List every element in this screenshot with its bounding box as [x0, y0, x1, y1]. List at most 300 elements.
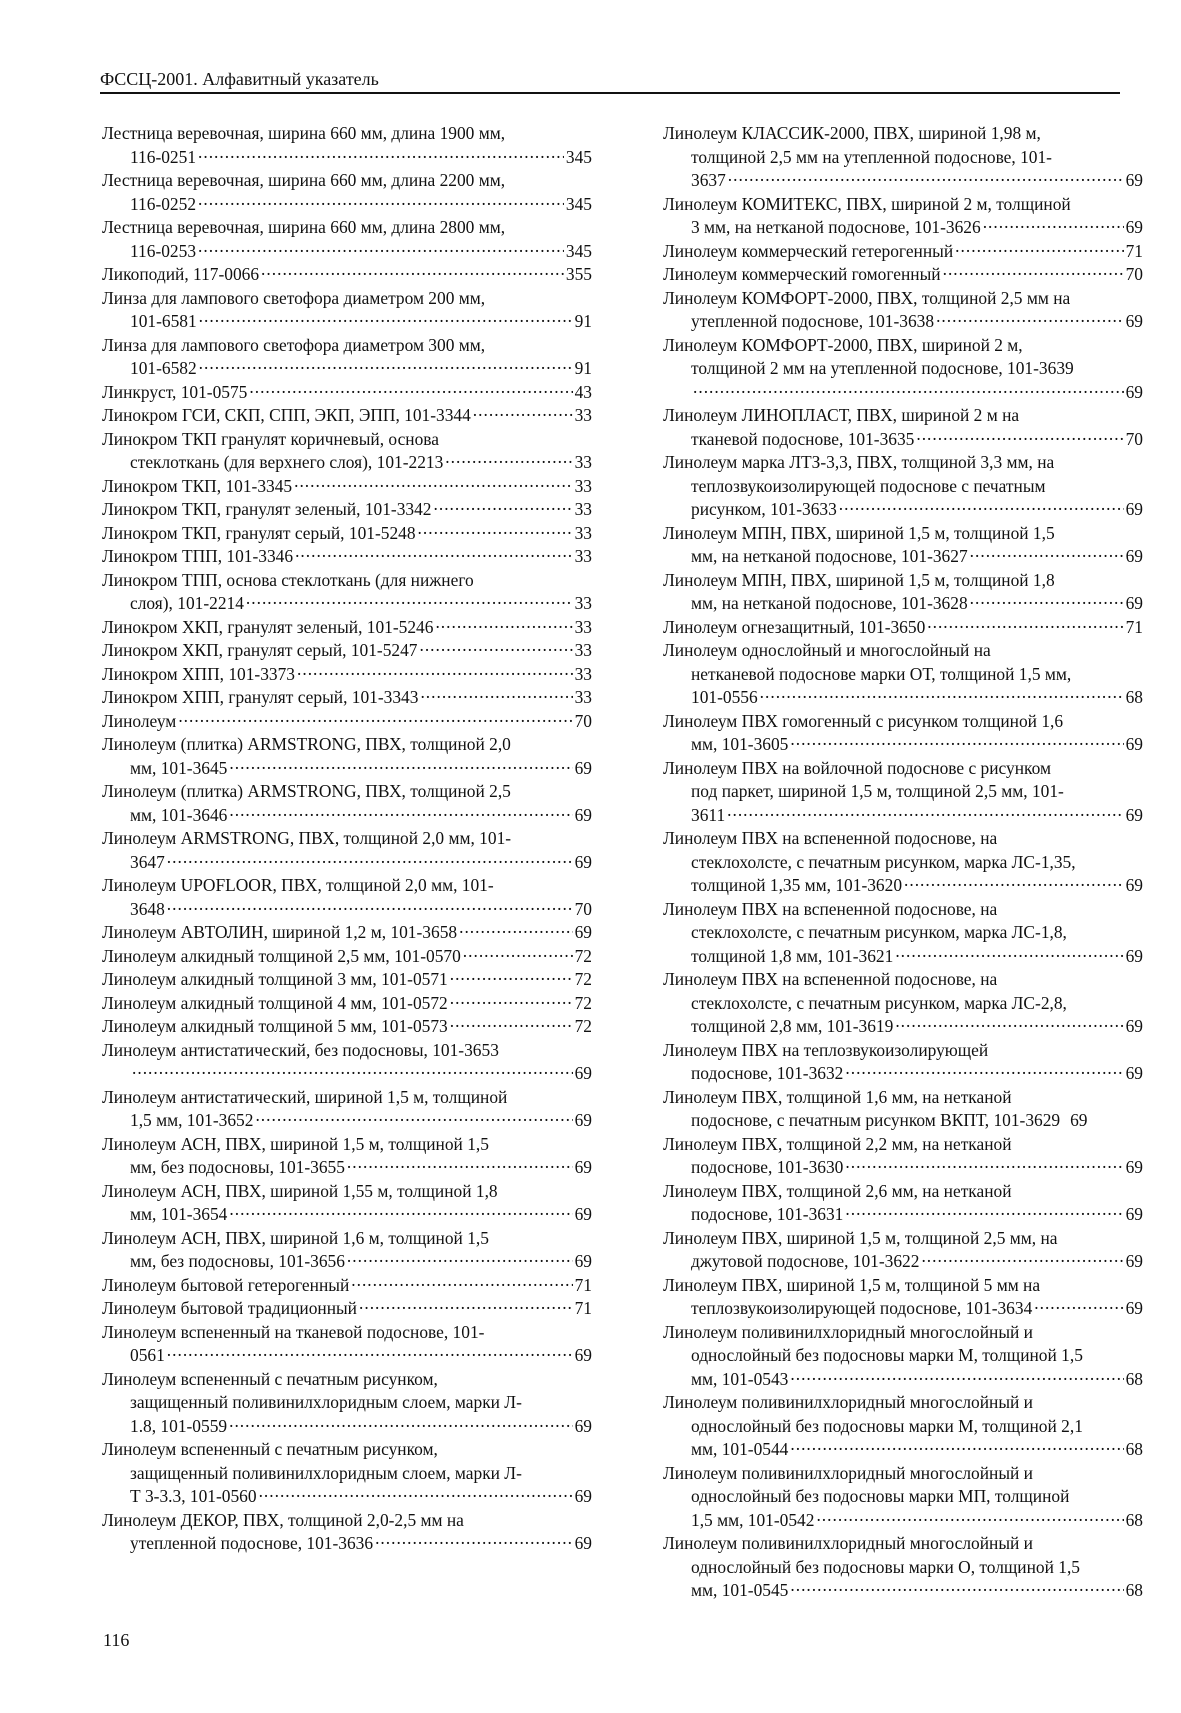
index-entry-text: Линолеум (плитка) ARMSTRONG, ПВХ, толщиной 2,5	[102, 781, 511, 801]
index-entry-line	[663, 1415, 1143, 1439]
index-entry	[102, 686, 592, 710]
index-entry	[102, 1509, 592, 1556]
index-entry-line	[663, 545, 1143, 569]
index-entry-line	[663, 1368, 1143, 1392]
index-entry-page: 33	[574, 452, 592, 472]
index-entry-line	[663, 1156, 1143, 1180]
index-entry-line	[663, 1250, 1143, 1274]
index-entry-page: 69	[574, 804, 592, 825]
index-entry-page: 43	[574, 381, 592, 402]
index-entry	[663, 1462, 1143, 1533]
index-entry-line	[102, 428, 592, 452]
index-entry-line	[663, 827, 1143, 851]
index-entry	[102, 1015, 592, 1039]
dot-leader	[790, 733, 1123, 752]
dot-leader	[845, 1156, 1123, 1175]
index-entry-text: 116-0251	[130, 146, 197, 167]
dot-leader	[904, 874, 1124, 893]
index-entry-text: Линокром ТКП, гранулят серый, 101-5248	[102, 522, 416, 543]
index-entry	[102, 827, 592, 874]
index-entry-text: Линолеум ЛИНОПЛАСТ, ПВХ, шириной 2 м на	[663, 405, 1020, 425]
index-entry	[102, 968, 592, 992]
index-entry	[102, 1274, 592, 1298]
index-entry-line	[663, 263, 1143, 287]
index-entry-text: Линолеум ПВХ, шириной 1,5 м, толщиной 2,5 мм, на	[663, 1227, 1058, 1248]
index-entry-line	[102, 1509, 592, 1533]
index-entry-line	[102, 1015, 592, 1039]
dot-leader	[246, 592, 573, 611]
index-entry-text: мм, на нетканой подоснове, 101-3627	[691, 546, 968, 566]
index-entry-line	[663, 357, 1143, 381]
index-entry-line	[663, 1086, 1143, 1110]
index-entry-text: 1.8, 101-0559	[130, 1415, 228, 1436]
index-entry-line	[102, 968, 592, 992]
index-entry-page: 69	[574, 1533, 592, 1553]
dot-leader	[970, 545, 1124, 564]
index-entry-text: Линолеум КОМФОРТ-2000, ПВХ, шириной 2 м,	[663, 334, 1023, 355]
index-entry	[102, 710, 592, 734]
dot-leader	[463, 945, 573, 964]
index-entry-text: Линолеум КЛАССИК-2000, ПВХ, шириной 1,98 м,	[663, 123, 1041, 143]
index-entry-page: 69	[1125, 1063, 1143, 1083]
index-entry-page: 69	[574, 1251, 592, 1271]
index-entry	[663, 451, 1143, 522]
dot-leader	[845, 1062, 1123, 1081]
index-entry-text: Линолеум алкидный толщиной 3 мм, 101-0571	[102, 969, 448, 989]
index-entry-text: мм, на нетканой подоснове, 101-3628	[691, 593, 968, 613]
dot-leader	[916, 428, 1123, 447]
index-entry-text: толщиной 2,5 мм на утепленной подоснове, 101-	[691, 146, 1052, 167]
index-entry-line	[102, 1133, 592, 1157]
index-entry-text: Линокром ТКП, 101-3345	[102, 475, 293, 496]
index-entry-line	[102, 733, 592, 757]
index-entry-line	[663, 1227, 1143, 1251]
index-entry-text: 1,5 мм, 101-0542	[691, 1509, 815, 1530]
index-entry	[102, 287, 592, 334]
index-entry-page: 69	[1125, 875, 1143, 895]
index-entry-text: Линолеум вспененный с печатным рисунком,	[102, 1368, 438, 1389]
index-entry	[663, 287, 1143, 334]
index-entry-text: Линокром ТКП, гранулят зеленый, 101-3342	[102, 499, 432, 519]
index-entry-text: Линолеум ПВХ, толщиной 2,6 мм, на нетканой	[663, 1180, 1012, 1201]
index-entry-page: 69	[1125, 734, 1143, 754]
index-entry-text: Линолеум коммерческий гомогенный	[663, 264, 941, 284]
index-entry	[102, 1297, 592, 1321]
index-entry	[102, 874, 592, 921]
index-entry-line	[102, 1438, 592, 1462]
index-entry-line	[102, 310, 592, 334]
index-entry-text: Линолеум ПВХ на вспененной подоснове, на	[663, 828, 998, 848]
dot-leader	[1034, 1297, 1123, 1316]
index-entry-text: Линолеум антистатический, без подосновы, 101-3653	[102, 1039, 499, 1060]
index-entry-page: 69	[1125, 1157, 1143, 1177]
index-entry-page: 69	[1125, 381, 1143, 402]
index-entry	[663, 616, 1143, 640]
index-entry-text: 101-6581	[130, 311, 197, 331]
index-entry-line	[663, 639, 1143, 663]
index-entry-text: Линолеум (плитка) ARMSTRONG, ПВХ, толщиной 2,0	[102, 734, 511, 754]
index-entry-text: Линолеум ПВХ на теплозвукоизолирующей	[663, 1039, 989, 1060]
index-entry-text: Линолеум бытовой гетерогенный	[102, 1274, 350, 1295]
index-entry	[663, 710, 1143, 757]
dot-leader	[178, 710, 572, 729]
index-entry-line	[663, 710, 1143, 734]
index-entry	[102, 475, 592, 499]
index-entry-line	[102, 334, 592, 358]
index-entry-line	[663, 287, 1143, 311]
index-entry-text: Линокром ХКП, гранулят серый, 101-5247	[102, 640, 418, 660]
index-entry-text: Линолеум поливинилхлоридный многослойный и	[663, 1392, 1033, 1412]
index-entry-text: теплозвукоизолирующей подоснове, 101-3634	[691, 1298, 1033, 1318]
index-entry	[663, 1532, 1143, 1603]
index-entry-line	[102, 1180, 592, 1204]
dot-leader	[693, 381, 1124, 400]
index-entry-page: 70	[1125, 428, 1143, 449]
index-entry-page: 33	[574, 405, 592, 425]
index-entry-line	[102, 193, 592, 217]
index-entry-text: Линолеум АСН, ПВХ, шириной 1,6 м, толщиной 1,5	[102, 1227, 489, 1248]
dot-leader	[955, 240, 1123, 259]
index-entry-text: Линолеум ПВХ, шириной 1,5 м, толщиной 5 мм на	[663, 1274, 1041, 1295]
index-entry	[663, 404, 1143, 451]
index-entry-page: 69	[1070, 1110, 1088, 1130]
dot-leader	[229, 1415, 573, 1434]
index-entry-line	[663, 146, 1143, 170]
index-entry-text: Линолеум АСН, ПВХ, шириной 1,55 м, толщиной 1,8	[102, 1180, 498, 1201]
index-entry-line	[663, 616, 1143, 640]
index-entry-text: 3648	[130, 898, 165, 919]
index-entry-page: 69	[574, 757, 592, 778]
index-entry-line	[102, 921, 592, 945]
index-entry	[102, 498, 592, 522]
index-entry-text: Линолеум коммерческий гетерогенный	[663, 240, 954, 261]
index-entry-page: 70	[1125, 264, 1143, 284]
index-entry-text: однослойный без подосновы марки МП, толщиной	[691, 1486, 1070, 1506]
index-entry-page: 355	[565, 264, 592, 284]
dot-leader	[970, 592, 1124, 611]
index-entry-line	[663, 804, 1143, 828]
index-entry-line	[102, 945, 592, 969]
index-entry	[663, 193, 1143, 240]
index-entry-line	[663, 1274, 1143, 1298]
index-entry-line	[663, 1509, 1143, 1533]
index-entry	[102, 1321, 592, 1368]
dot-leader	[445, 451, 572, 470]
index-entry-line	[102, 1368, 592, 1392]
index-entry-text: Линокром ТПП, основа стеклоткань (для нижнего	[102, 569, 474, 590]
index-entry-line	[663, 1344, 1143, 1368]
dot-leader	[229, 757, 572, 776]
index-entry-line	[663, 663, 1143, 687]
index-entry-text: подоснове, с печатным рисунком ВКПТ, 101-3629	[691, 1110, 1061, 1130]
index-entry-page: 69	[1125, 170, 1143, 190]
index-entry-page: 69	[1125, 1251, 1143, 1271]
index-entry	[663, 757, 1143, 828]
index-entry-line	[663, 569, 1143, 593]
index-entry-text: 116-0252	[130, 193, 197, 214]
index-entry-line	[663, 334, 1143, 358]
index-entry-page: 69	[1125, 945, 1143, 966]
index-entry-page: 68	[1125, 1439, 1143, 1459]
index-entry-line	[663, 592, 1143, 616]
index-entry-text: Линолеум вспененный на тканевой подоснове, 101-	[102, 1321, 485, 1342]
index-entry-line	[102, 851, 592, 875]
index-entry-text: Линолеум вспененный с печатным рисунком,	[102, 1439, 438, 1459]
dot-leader	[790, 1368, 1123, 1387]
index-entry-text: Линокром ХПП, гранулят серый, 101-3343	[102, 687, 419, 707]
index-entry-page: 33	[574, 593, 592, 613]
dot-leader	[167, 1344, 573, 1363]
index-entry-line	[663, 1109, 1143, 1133]
index-entry-text: Линолеум марка ЛТЗ-3,3, ПВХ, толщиной 3,3 мм, на	[663, 452, 1055, 472]
index-entry-text: Линолеум	[102, 710, 177, 731]
index-entry-text: Линокром ГСИ, СКП, СПП, ЭКП, ЭПП, 101-3344	[102, 405, 471, 425]
index-entry-page: 69	[1125, 217, 1143, 237]
index-entry-text: защищенный поливинилхлоридным слоем, марки Л-	[130, 1462, 522, 1483]
dot-leader	[450, 992, 573, 1011]
index-entry-line	[663, 193, 1143, 217]
index-entry-line	[663, 428, 1143, 452]
index-entry-page: 71	[574, 1298, 592, 1318]
index-entry-line	[663, 1297, 1143, 1321]
index-entry-line	[102, 992, 592, 1016]
index-entry	[663, 1039, 1143, 1086]
index-entry	[102, 1438, 592, 1509]
index-entry	[102, 616, 592, 640]
index-entry-page: 69	[574, 1345, 592, 1365]
index-entry-line	[663, 1062, 1143, 1086]
index-entry-page: 70	[574, 898, 592, 919]
index-entry-text: Линза для лампового светофора диаметром 300 мм,	[102, 334, 486, 355]
dot-leader	[473, 404, 573, 423]
index-entry-line	[663, 898, 1143, 922]
index-entry-line	[102, 122, 592, 146]
dot-leader	[295, 545, 573, 564]
index-entry	[102, 1368, 592, 1439]
index-entry-line	[102, 240, 592, 264]
index-entry-line	[102, 874, 592, 898]
index-entry-line	[102, 569, 592, 593]
dot-leader	[450, 968, 573, 987]
index-entry-line	[102, 1391, 592, 1415]
index-entry	[663, 1274, 1143, 1321]
index-entry	[102, 1227, 592, 1274]
index-entry	[102, 122, 592, 169]
dot-leader	[229, 804, 572, 823]
index-entry-line	[663, 1203, 1143, 1227]
index-entry-line	[663, 1579, 1143, 1603]
index-entry	[663, 334, 1143, 405]
index-entry-line	[663, 968, 1143, 992]
dot-leader	[199, 310, 573, 329]
index-entry-line	[102, 451, 592, 475]
index-entry-text: Линкруст, 101-0575	[102, 381, 248, 402]
dot-leader	[261, 263, 564, 282]
index-entry-page: 69	[1125, 311, 1143, 331]
index-entry-text: рисунком, 101-3633	[691, 499, 837, 519]
index-entry-text: Ликоподий, 117-0066	[102, 264, 260, 284]
dot-leader	[359, 1297, 573, 1316]
index-entry-text: Лестница веревочная, ширина 660 мм, длина 1900 мм,	[102, 123, 506, 143]
index-entry-text: Линокром ХКП, гранулят зеленый, 101-5246	[102, 616, 434, 637]
index-entry-line	[102, 475, 592, 499]
index-entry	[102, 545, 592, 569]
index-entry-page: 91	[574, 358, 592, 378]
dot-leader	[255, 1109, 572, 1128]
index-entry-line	[102, 216, 592, 240]
index-entry	[663, 1321, 1143, 1392]
index-entry-line	[102, 639, 592, 663]
index-entry-text: толщиной 1,35 мм, 101-3620	[691, 875, 903, 895]
index-entry	[102, 639, 592, 663]
index-entry-text: 116-0253	[130, 240, 197, 261]
index-column-right	[663, 122, 1143, 1603]
index-entry-text: Линолеум КОМФОРТ-2000, ПВХ, толщиной 2,5 мм на	[663, 287, 1071, 308]
index-entry-text: Линолеум огнезащитный, 101-3650	[663, 616, 926, 637]
index-entry-line	[663, 757, 1143, 781]
index-entry-page: 33	[574, 640, 592, 660]
index-entry-text: толщиной 1,8 мм, 101-3621	[691, 945, 894, 966]
index-entry-text: Линолеум ПВХ, толщиной 1,6 мм, на нетканой	[663, 1086, 1012, 1107]
index-entry-line	[102, 357, 592, 381]
index-entry-text: стеклохолсте, с печатным рисунком, марка ЛС-2,8,	[691, 992, 1067, 1013]
index-entry-line	[663, 1438, 1143, 1462]
index-entry-text: Линолеум АСН, ПВХ, шириной 1,5 м, толщиной 1,5	[102, 1133, 489, 1154]
index-entry-text: Линолеум поливинилхлоридный многослойный и	[663, 1533, 1033, 1553]
index-entry-text: Линолеум МПН, ПВХ, шириной 1,5 м, толщиной 1,5	[663, 522, 1055, 543]
index-entry-line	[102, 1156, 592, 1180]
index-entry	[663, 898, 1143, 969]
index-entry-line	[663, 780, 1143, 804]
dot-leader	[419, 639, 572, 658]
index-entry-page: 69	[574, 922, 592, 942]
dot-leader	[895, 945, 1123, 964]
dot-leader	[983, 216, 1124, 235]
index-entry-text: 3611	[691, 804, 726, 825]
dot-leader	[936, 310, 1124, 329]
index-entry-page: 69	[574, 1415, 592, 1436]
index-entry	[102, 780, 592, 827]
index-entry-line	[102, 1415, 592, 1439]
index-entry-line	[102, 263, 592, 287]
index-entry	[663, 569, 1143, 616]
index-entry	[102, 1133, 592, 1180]
index-entry-line	[102, 592, 592, 616]
index-entry-line	[102, 616, 592, 640]
index-entry-page: 68	[1125, 1580, 1143, 1600]
index-entry-page: 69	[1125, 1016, 1143, 1036]
index-entry-text: Линолеум алкидный толщиной 5 мм, 101-0573	[102, 1016, 448, 1036]
index-entry-line	[102, 522, 592, 546]
index-entry-page: 69	[574, 851, 592, 872]
dot-leader	[435, 616, 572, 635]
index-entry-text: Лестница веревочная, ширина 660 мм, длина 2800 мм,	[102, 217, 506, 237]
index-entry	[102, 334, 592, 381]
index-entry	[102, 663, 592, 687]
index-entry-line	[663, 169, 1143, 193]
index-entry-line	[102, 169, 592, 193]
index-entry-line	[663, 122, 1143, 146]
dot-leader	[727, 804, 1123, 823]
index-entry-text: Лестница веревочная, ширина 660 мм, длина 2200 мм,	[102, 170, 506, 190]
dot-leader	[943, 263, 1124, 282]
index-entry-text: 101-0556	[691, 687, 758, 707]
index-entry-line	[663, 733, 1143, 757]
index-entry-text: Линолеум АВТОЛИН, шириной 1,2 м, 101-3658	[102, 922, 458, 942]
index-entry-page: 69	[1125, 499, 1143, 519]
index-column-left	[102, 122, 592, 1556]
index-entry	[102, 921, 592, 945]
index-entry-line	[102, 757, 592, 781]
index-entry-line	[102, 1203, 592, 1227]
dot-leader	[839, 498, 1124, 517]
index-entry-page: 69	[1125, 1298, 1143, 1318]
index-entry-line	[102, 1062, 592, 1086]
index-entry-page: 70	[574, 710, 592, 731]
index-entry-text: толщиной 2,8 мм, 101-3619	[691, 1016, 894, 1036]
index-entry-text: мм, 101-0545	[691, 1580, 789, 1600]
index-entry-text: Линокром ТКП гранулят коричневый, основа	[102, 428, 439, 449]
dot-leader	[816, 1509, 1123, 1528]
index-entry	[663, 1086, 1143, 1133]
index-entry-page: 33	[574, 687, 592, 707]
index-entry-line	[102, 780, 592, 804]
index-entry-text: Линолеум однослойный и многослойный на	[663, 640, 991, 660]
index-entry-line	[102, 498, 592, 522]
index-entry-line	[663, 1039, 1143, 1063]
index-entry-text: Линолеум ПВХ на вспененной подоснове, на	[663, 898, 998, 919]
index-entry-line	[663, 1556, 1143, 1580]
index-entry-line	[663, 381, 1143, 405]
index-entry-line	[102, 1227, 592, 1251]
index-entry-page: 71	[1125, 616, 1143, 637]
index-entry-page: 69	[1125, 804, 1143, 825]
dot-leader	[199, 357, 573, 376]
index-entry-text: под паркет, шириной 1,5 м, толщиной 2,5 мм, 101-	[691, 781, 1064, 801]
dot-leader	[921, 1250, 1123, 1269]
dot-leader	[347, 1250, 573, 1269]
index-entry	[102, 992, 592, 1016]
index-entry-line	[663, 992, 1143, 1016]
dot-leader	[198, 146, 564, 165]
index-entry-line	[663, 851, 1143, 875]
index-entry-line	[663, 216, 1143, 240]
index-entry-text: теплозвукоизолирующей подоснове с печатным	[691, 475, 1046, 496]
index-entry-page: 71	[1125, 240, 1143, 261]
index-entry-line	[102, 381, 592, 405]
dot-leader	[132, 1062, 573, 1081]
index-entry-text: мм, 101-3645	[130, 757, 228, 778]
index-entry-line	[663, 1180, 1143, 1204]
index-entry-line	[663, 1133, 1143, 1157]
index-entry	[663, 968, 1143, 1039]
index-entry-line	[102, 827, 592, 851]
dot-leader	[895, 1015, 1123, 1034]
dot-leader	[294, 475, 573, 494]
index-entry-text: утепленной подоснове, 101-3636	[130, 1533, 374, 1553]
index-entry	[102, 569, 592, 616]
index-entry-text: подоснове, 101-3631	[691, 1204, 844, 1224]
dot-leader	[760, 686, 1124, 705]
index-entry-text: Линолеум МПН, ПВХ, шириной 1,5 м, толщиной 1,8	[663, 569, 1055, 590]
index-entry-page: 72	[574, 969, 592, 989]
index-entry-page: 345	[565, 240, 592, 261]
index-entry	[663, 1227, 1143, 1274]
index-entry-line	[663, 522, 1143, 546]
dot-leader	[434, 498, 573, 517]
index-entry	[102, 1180, 592, 1227]
index-entry-line	[663, 1015, 1143, 1039]
